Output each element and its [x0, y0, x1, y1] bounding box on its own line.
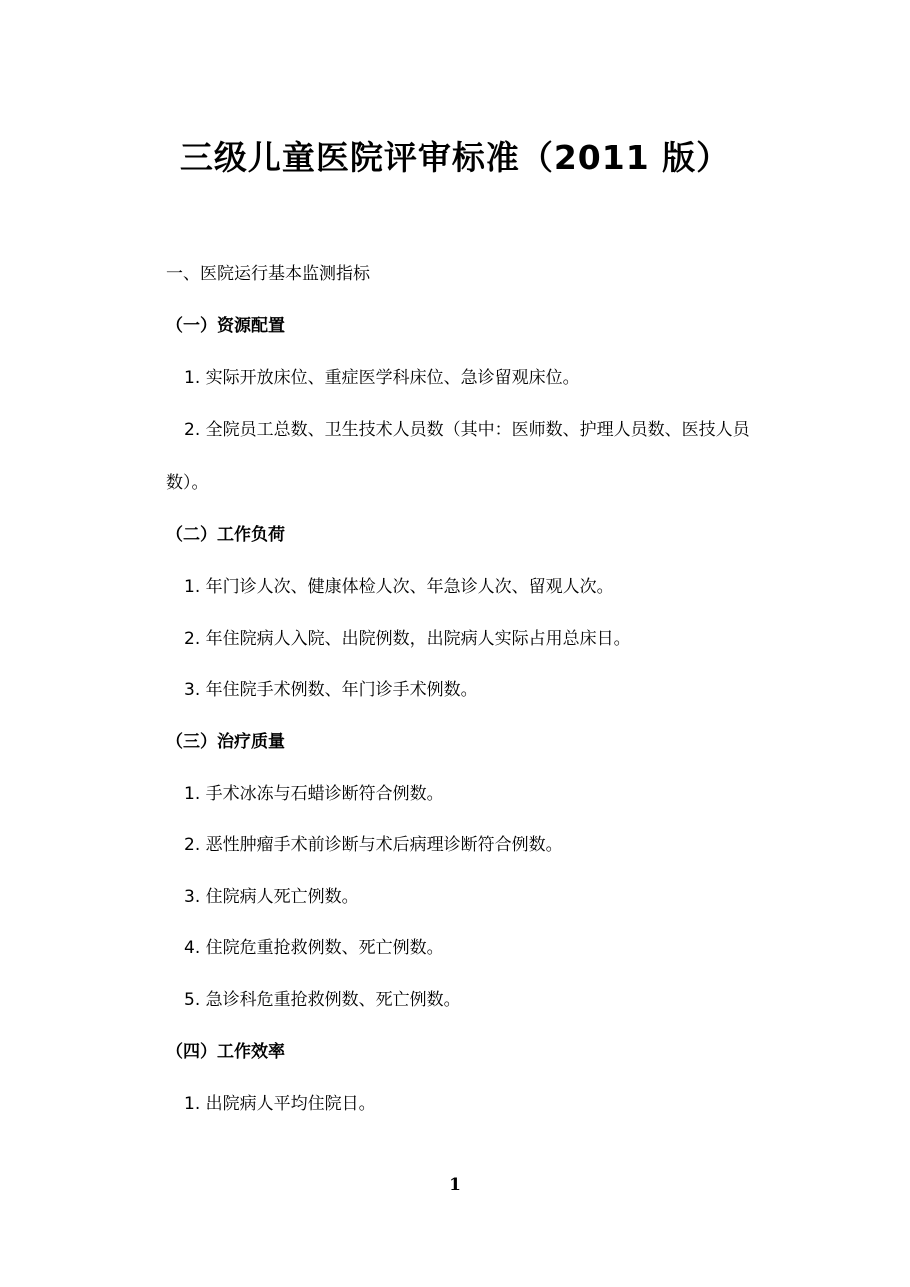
list-item: 1. 实际开放床位、重症医学科床位、急诊留观床位。: [184, 368, 580, 388]
subsection-heading: （一）资源配置: [166, 316, 285, 336]
list-item: 1. 年门诊人次、健康体检人次、年急诊人次、留观人次。: [184, 577, 614, 597]
list-item: 2. 全院员工总数、卫生技术人员数（其中：医师数、护理人员数、医技人员: [184, 420, 750, 440]
list-item: 1. 手术冰冻与石蜡诊断符合例数。: [184, 784, 444, 804]
page-number: 1: [449, 1175, 461, 1195]
list-item: 3. 年住院手术例数、年门诊手术例数。: [184, 680, 478, 700]
list-item: 1. 出院病人平均住院日。: [184, 1094, 376, 1114]
list-item-continuation: 数）。: [166, 473, 209, 493]
list-item: 2. 恶性肿瘤手术前诊断与术后病理诊断符合例数。: [184, 835, 563, 855]
subsection-heading: （三）治疗质量: [166, 732, 285, 752]
list-item: 2. 年住院病人入院、出院例数，出院病人实际占用总床日。: [184, 629, 631, 649]
list-item: 5. 急诊科危重抢救例数、死亡例数。: [184, 990, 461, 1010]
list-item: 3. 住院病人死亡例数。: [184, 887, 359, 907]
section-heading: 一、医院运行基本监测指标: [166, 264, 370, 284]
document-title: 三级儿童医院评审标准（2011 版）: [179, 138, 731, 177]
subsection-heading: （二）工作负荷: [166, 525, 285, 545]
subsection-heading: （四）工作效率: [166, 1042, 285, 1062]
list-item: 4. 住院危重抢救例数、死亡例数。: [184, 938, 444, 958]
